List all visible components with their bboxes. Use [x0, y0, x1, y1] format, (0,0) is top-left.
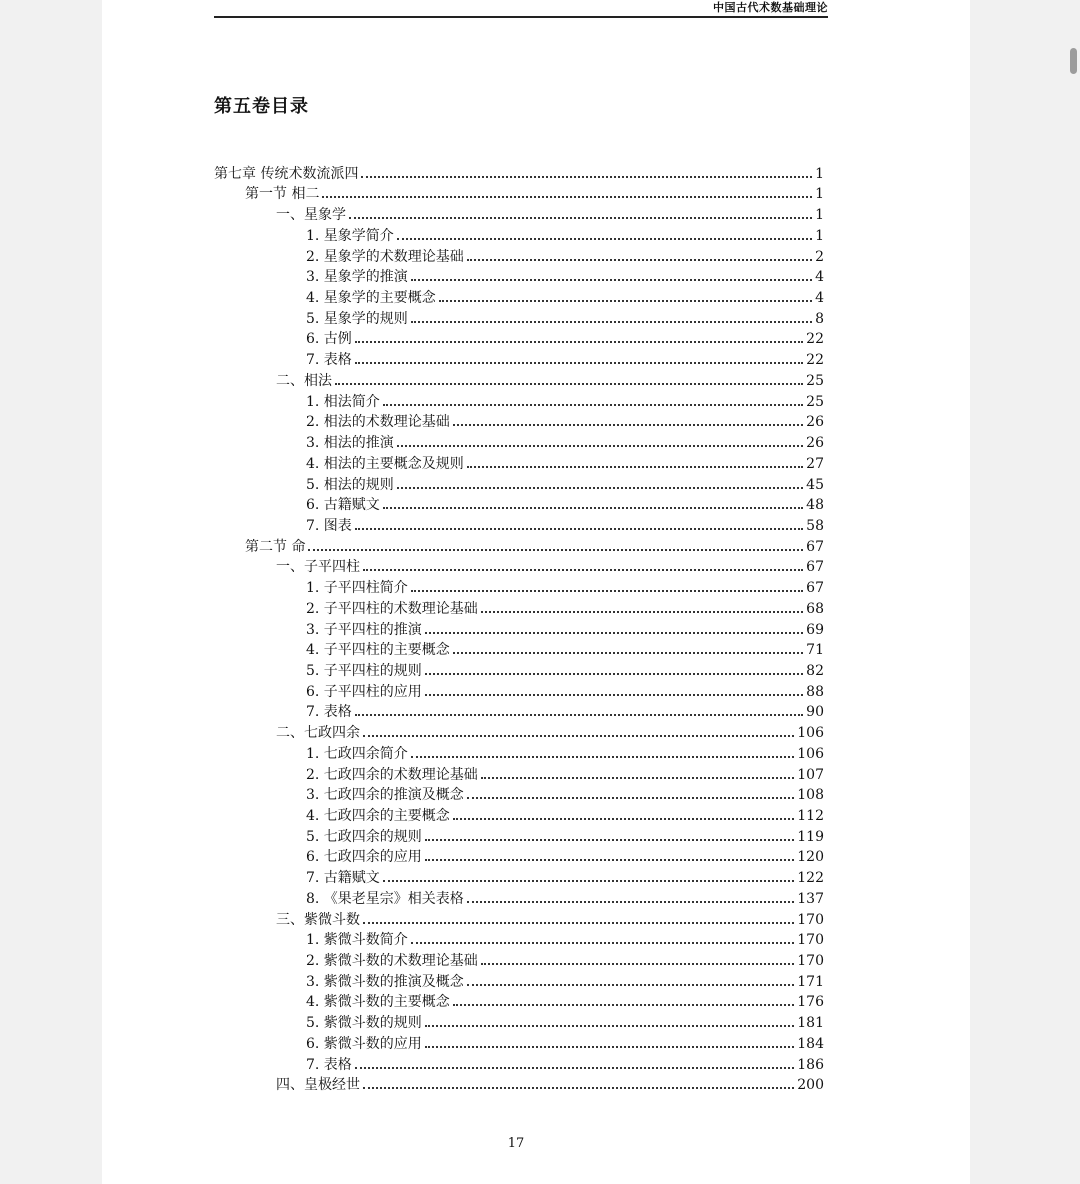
- toc-entry-title: 4. 相法的主要概念及规则: [306, 455, 464, 472]
- dot-leader: [355, 528, 803, 530]
- dot-leader: [425, 632, 803, 634]
- dot-leader: [467, 901, 794, 903]
- dot-leader: [355, 714, 803, 716]
- toc-entry: [214, 763, 824, 784]
- toc-entry: [214, 514, 824, 535]
- toc-entry: [214, 721, 824, 742]
- toc-entry-page: 184: [797, 1035, 824, 1052]
- toc-entry: [214, 224, 824, 245]
- toc-entry-page: 137: [797, 890, 824, 907]
- dot-leader: [411, 279, 812, 281]
- dot-leader: [397, 445, 803, 447]
- toc-entry-page: 22: [806, 352, 824, 369]
- toc-entry-title: 6. 古籍赋文: [306, 497, 380, 514]
- toc-entry-page: 176: [797, 994, 824, 1011]
- dot-leader: [363, 922, 794, 924]
- toc-entry-title: 7. 表格: [306, 1056, 352, 1073]
- toc-entry: [214, 431, 824, 452]
- toc-entry-page: 25: [806, 372, 824, 389]
- toc-entry: [214, 245, 824, 266]
- toc-entry-title: 6. 七政四余的应用: [306, 849, 422, 866]
- toc-entry-page: 69: [806, 621, 824, 638]
- running-header: 中国古代术数基础理论: [214, 0, 828, 18]
- dot-leader: [467, 797, 794, 799]
- toc-entry-title: 4. 紫微斗数的主要概念: [306, 994, 450, 1011]
- toc-entry-page: 122: [797, 870, 824, 887]
- toc-entry: [214, 328, 824, 349]
- toc-entry-title: 3. 紫微斗数的推演及概念: [306, 973, 464, 990]
- page-number: 17: [507, 1136, 525, 1151]
- toc-entry: [214, 411, 824, 432]
- toc-entry-title: 2. 子平四柱的术数理论基础: [306, 600, 478, 617]
- toc-entry-page: 26: [806, 414, 824, 431]
- dot-leader: [425, 1025, 794, 1027]
- toc-entry-page: 68: [806, 600, 824, 617]
- toc-entry: [214, 162, 824, 183]
- toc-entry: [214, 804, 824, 825]
- toc-entry-title: 6. 紫微斗数的应用: [306, 1035, 422, 1052]
- toc-entry: [214, 597, 824, 618]
- toc-entry: [214, 701, 824, 722]
- toc-entry-page: 58: [806, 517, 824, 534]
- toc-entry-title: 4. 七政四余的主要概念: [306, 808, 450, 824]
- toc-entry-page: 90: [806, 704, 824, 721]
- page-title: 第五卷目录: [214, 96, 309, 117]
- toc-entry-page: 112: [797, 808, 824, 824]
- scrollbar-thumb[interactable]: [1070, 48, 1077, 74]
- dot-leader: [383, 404, 803, 406]
- dot-leader: [425, 859, 794, 861]
- toc-entry-title: 3. 子平四柱的推演: [306, 621, 422, 638]
- toc-entry: [214, 742, 824, 763]
- toc-entry-title: 5. 相法的规则: [306, 476, 394, 493]
- dot-leader: [425, 673, 803, 675]
- dot-leader: [481, 611, 803, 613]
- toc-entry-page: 170: [797, 953, 824, 970]
- toc-entry-page: 106: [797, 725, 824, 742]
- toc-entry: [214, 846, 824, 867]
- dot-leader: [453, 652, 803, 654]
- toc-entry-page: 27: [806, 455, 824, 472]
- toc-entry-page: 88: [806, 683, 824, 700]
- toc-entry-page: 1: [815, 207, 824, 224]
- toc-entry-title: 三、紫微斗数: [276, 911, 360, 928]
- toc-entry-page: 67: [806, 559, 824, 576]
- vertical-scrollbar[interactable]: [1066, 0, 1080, 1184]
- toc-entry: [214, 784, 824, 805]
- toc-entry-title: 6. 子平四柱的应用: [306, 683, 422, 700]
- dot-leader: [397, 238, 812, 240]
- dot-leader: [453, 424, 803, 426]
- toc-entry-page: 2: [815, 248, 824, 265]
- toc-entry-title: 2. 星象学的术数理论基础: [306, 248, 464, 265]
- toc-entry-title: 第一节 相二: [245, 186, 320, 203]
- toc-entry-page: 26: [806, 435, 824, 452]
- dot-leader: [453, 1004, 794, 1006]
- toc-entry: [214, 494, 824, 515]
- toc-entry: [214, 1074, 824, 1095]
- toc-entry-page: 170: [797, 932, 824, 949]
- toc-entry: [214, 307, 824, 328]
- dot-leader: [322, 196, 812, 198]
- toc-entry: [214, 348, 824, 369]
- toc-entry-title: 3. 星象学的推演: [306, 269, 408, 286]
- toc-entry-title: 5. 七政四余的规则: [306, 828, 422, 845]
- toc-entry-title: 7. 古籍赋文: [306, 870, 380, 887]
- toc-entry-title: 二、相法: [276, 372, 332, 389]
- toc-entry-title: 5. 子平四柱的规则: [306, 662, 422, 679]
- toc-entry: [214, 576, 824, 597]
- toc-entry-title: 1. 七政四余简介: [306, 745, 408, 762]
- dot-leader: [467, 466, 803, 468]
- toc-entry-title: 7. 图表: [306, 517, 352, 534]
- toc-entry-title: 6. 古例: [306, 331, 352, 348]
- toc-entry-title: 第七章 传统术数流派四: [214, 165, 359, 182]
- toc-entry: [214, 535, 824, 556]
- toc-entry-title: 2. 七政四余的术数理论基础: [306, 766, 478, 783]
- dot-leader: [349, 217, 812, 219]
- toc-entry: [214, 929, 824, 950]
- toc-entry: [214, 887, 824, 908]
- toc-entry-title: 7. 表格: [306, 352, 352, 369]
- dot-leader: [363, 735, 794, 737]
- toc-entry-title: 一、子平四柱: [276, 559, 360, 576]
- dot-leader: [355, 362, 803, 364]
- toc-entry-page: 106: [797, 745, 824, 762]
- dot-leader: [383, 880, 794, 882]
- toc-entry-page: 170: [797, 911, 824, 928]
- dot-leader: [453, 818, 794, 820]
- toc-entry: [214, 183, 824, 204]
- toc-entry-title: 3. 相法的推演: [306, 435, 394, 452]
- toc-entry-page: 119: [797, 828, 824, 845]
- toc-entry-page: 71: [806, 642, 824, 659]
- toc-entry: [214, 639, 824, 660]
- toc-entry: [214, 266, 824, 287]
- dot-leader: [308, 549, 803, 551]
- toc-entry: [214, 286, 824, 307]
- toc-entry-page: 1: [815, 186, 824, 203]
- toc-entry: [214, 908, 824, 929]
- toc-entry-page: 186: [797, 1056, 824, 1073]
- toc-entry-title: 3. 七政四余的推演及概念: [306, 787, 464, 804]
- toc-entry-title: 1. 子平四柱简介: [306, 580, 408, 597]
- toc-entry-page: 67: [806, 580, 824, 597]
- toc-entry-page: 181: [797, 1015, 824, 1032]
- dot-leader: [481, 963, 794, 965]
- table-of-contents: [214, 162, 824, 1094]
- toc-entry-title: 第二节 命: [245, 538, 306, 555]
- dot-leader: [411, 590, 803, 592]
- dot-leader: [425, 839, 794, 841]
- toc-entry-page: 25: [806, 393, 824, 410]
- dot-leader: [363, 569, 803, 571]
- toc-entry-page: 200: [797, 1077, 824, 1094]
- dot-leader: [467, 259, 812, 261]
- toc-entry-page: 82: [806, 662, 824, 679]
- toc-entry-page: 67: [806, 538, 824, 555]
- toc-entry-page: 120: [797, 849, 824, 866]
- toc-entry-page: 107: [797, 766, 824, 783]
- dot-leader: [383, 507, 803, 509]
- dot-leader: [397, 487, 803, 489]
- toc-entry-page: 45: [806, 476, 824, 493]
- dot-leader: [355, 1067, 794, 1069]
- toc-entry-title: 7. 表格: [306, 704, 352, 721]
- toc-entry-title: 1. 紫微斗数简介: [306, 932, 408, 949]
- toc-entry: [214, 390, 824, 411]
- toc-entry: [214, 369, 824, 390]
- toc-entry-title: 1. 星象学简介: [306, 227, 394, 244]
- document-page: [102, 0, 970, 1184]
- toc-entry: [214, 1011, 824, 1032]
- toc-entry: [214, 825, 824, 846]
- dot-leader: [361, 176, 812, 178]
- toc-entry-title: 二、七政四余: [276, 725, 360, 742]
- toc-entry-title: 四、皇极经世: [276, 1077, 360, 1094]
- toc-entry-title: 1. 相法简介: [306, 393, 380, 410]
- dot-leader: [481, 777, 794, 779]
- dot-leader: [425, 694, 803, 696]
- toc-entry-page: 4: [815, 269, 824, 286]
- toc-entry: [214, 618, 824, 639]
- toc-entry-page: 1: [815, 165, 824, 182]
- toc-entry-page: 108: [797, 787, 824, 804]
- toc-entry: [214, 452, 824, 473]
- toc-entry-title: 2. 相法的术数理论基础: [306, 414, 450, 431]
- toc-entry: [214, 680, 824, 701]
- dot-leader: [439, 300, 812, 302]
- toc-entry: [214, 970, 824, 991]
- toc-entry-title: 8. 《果老星宗》相关表格: [306, 890, 464, 907]
- dot-leader: [355, 341, 803, 343]
- dot-leader: [411, 756, 794, 758]
- toc-entry-page: 1: [815, 227, 824, 244]
- toc-entry-page: 48: [806, 497, 824, 514]
- toc-entry-title: 5. 紫微斗数的规则: [306, 1015, 422, 1032]
- toc-entry-title: 4. 子平四柱的主要概念: [306, 642, 450, 659]
- toc-entry-title: 5. 星象学的规则: [306, 310, 408, 327]
- toc-entry: [214, 866, 824, 887]
- toc-entry: [214, 1053, 824, 1074]
- toc-entry: [214, 991, 824, 1012]
- toc-entry-title: 一、星象学: [276, 207, 346, 224]
- toc-entry-title: 2. 紫微斗数的术数理论基础: [306, 953, 478, 970]
- dot-leader: [467, 984, 794, 986]
- toc-entry-page: 22: [806, 331, 824, 348]
- toc-entry: [214, 949, 824, 970]
- toc-entry-page: 171: [797, 973, 824, 990]
- dot-leader: [411, 942, 794, 944]
- dot-leader: [335, 383, 803, 385]
- toc-entry: [214, 556, 824, 577]
- toc-entry: [214, 1032, 824, 1053]
- toc-entry-page: 8: [815, 310, 824, 327]
- toc-entry: [214, 473, 824, 494]
- dot-leader: [363, 1087, 794, 1089]
- dot-leader: [411, 321, 812, 323]
- toc-entry-page: 4: [815, 290, 824, 307]
- toc-entry: [214, 203, 824, 224]
- toc-entry: [214, 659, 824, 680]
- dot-leader: [425, 1046, 794, 1048]
- toc-entry-title: 4. 星象学的主要概念: [306, 290, 436, 307]
